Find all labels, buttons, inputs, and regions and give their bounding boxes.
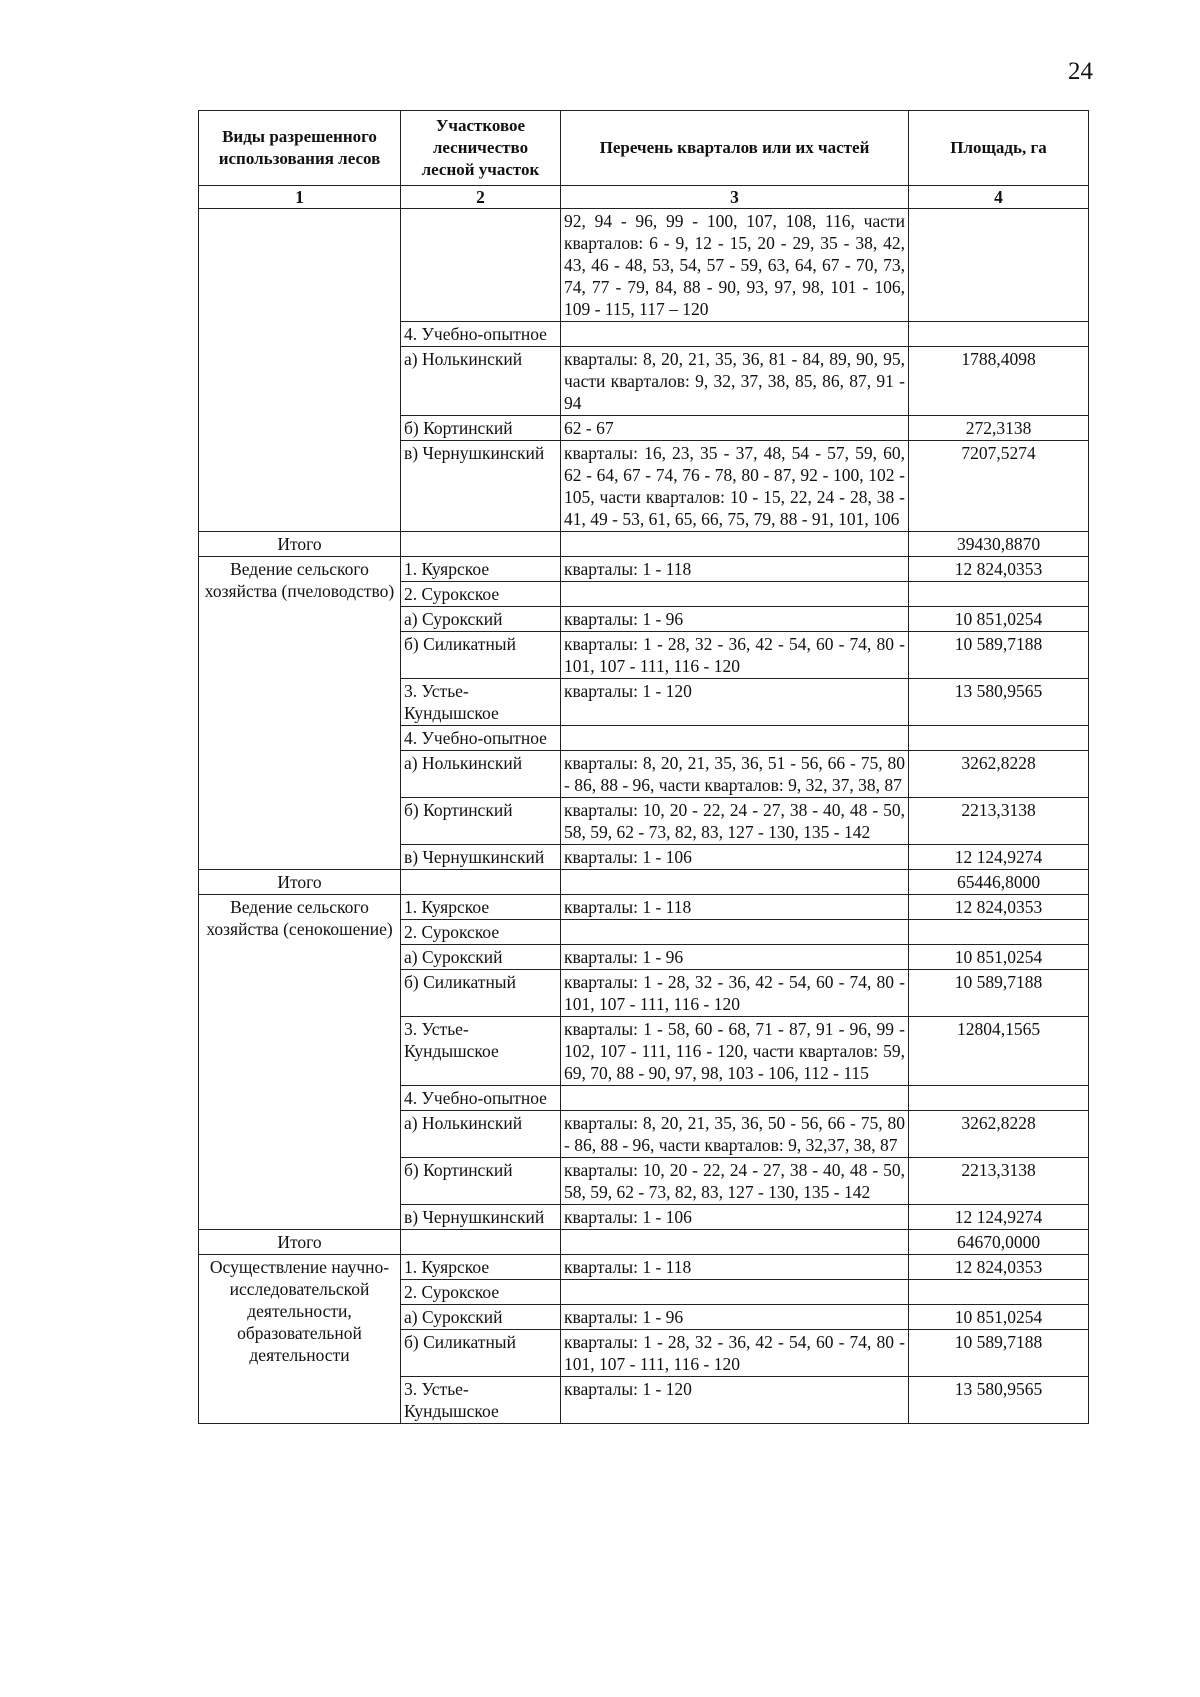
area-cell: 12804,1565: [909, 1017, 1089, 1086]
area-cell: 10 851,0254: [909, 945, 1089, 970]
area-cell: 7207,5274: [909, 441, 1089, 532]
area-cell: [909, 1280, 1089, 1305]
column-number: 4: [909, 186, 1089, 209]
area-cell: 2213,3138: [909, 798, 1089, 845]
plots-cell: кварталы: 16, 23, 35 - 37, 48, 54 - 57, 59, 60, 62 - 64, 67 - 74, 76 - 78, 80 - 87, 92 - 100, 102 - 105, части кварталов: 10 - 15, 22, 24 - 28, 38 - 41, 49 - 53, 61, 65, 66, 75, 79, 88 - 91, 101, 106: [561, 441, 909, 532]
plots-cell: 62 - 67: [561, 416, 909, 441]
plots-cell: кварталы: 1 - 58, 60 - 68, 71 - 87, 91 - 96, 99 - 102, 107 - 111, 116 - 120, части кварталов: 59, 69, 70, 88 - 90, 97, 98, 103 - 106, 112 - 115: [561, 1017, 909, 1086]
plots-cell: кварталы: 1 - 28, 32 - 36, 42 - 54, 60 - 74, 80 - 101, 107 - 111, 116 - 120: [561, 1330, 909, 1377]
plots-cell: 92, 94 - 96, 99 - 100, 107, 108, 116, части кварталов: 6 - 9, 12 - 15, 20 - 29, 35 - 38, 42, 43, 46 - 48, 53, 54, 57 - 59, 63, 64, 67 - 70, 73, 74, 77 - 79, 84, 88 - 90, 93, 97, 98, 101 - 106, 109 - 115, 117 – 120: [561, 209, 909, 322]
forestry-cell: б) Силикатный: [401, 970, 561, 1017]
area-cell: 10 589,7188: [909, 632, 1089, 679]
area-cell: 12 124,9274: [909, 845, 1089, 870]
plots-cell: кварталы: 8, 20, 21, 35, 36, 50 - 56, 66 - 75, 80 - 86, 88 - 96, части кварталов: 9, 32,37, 38, 87: [561, 1111, 909, 1158]
forestry-cell: 2. Сурокское: [401, 1280, 561, 1305]
forestry-cell: [401, 532, 561, 557]
area-cell: [909, 582, 1089, 607]
plots-cell: [561, 1086, 909, 1111]
area-cell: 3262,8228: [909, 1111, 1089, 1158]
use-type-cell: [199, 209, 401, 532]
table-body: [199, 209, 1089, 1424]
total-row: [199, 532, 1089, 557]
plots-cell: кварталы: 1 - 96: [561, 1305, 909, 1330]
plots-cell: кварталы: 1 - 106: [561, 845, 909, 870]
column-number: 1: [199, 186, 401, 209]
table-row: [199, 895, 1089, 920]
forestry-cell: а) Нолькинский: [401, 751, 561, 798]
plots-cell: кварталы: 1 - 96: [561, 607, 909, 632]
forestry-cell: б) Кортинский: [401, 416, 561, 441]
plots-cell: кварталы: 8, 20, 21, 35, 36, 51 - 56, 66 - 75, 80 - 86, 88 - 96, части кварталов: 9, 32, 37, 38, 87: [561, 751, 909, 798]
forestry-cell: а) Нолькинский: [401, 1111, 561, 1158]
forest-use-table: [198, 110, 1089, 1424]
total-area: 65446,8000: [909, 870, 1089, 895]
total-area: 39430,8870: [909, 532, 1089, 557]
total-label: Итого: [199, 870, 401, 895]
use-type-cell: Осуществление научно-исследовательской деятельности, образовательной деятельности: [199, 1255, 401, 1424]
forestry-cell: 4. Учебно-опытное: [401, 726, 561, 751]
use-type-cell: Ведение сельского хозяйства (сенокошение): [199, 895, 401, 1230]
area-cell: 12 824,0353: [909, 557, 1089, 582]
area-cell: 10 851,0254: [909, 1305, 1089, 1330]
forestry-cell: 2. Сурокское: [401, 582, 561, 607]
forestry-cell: 1. Куярское: [401, 895, 561, 920]
area-cell: 10 589,7188: [909, 1330, 1089, 1377]
area-cell: [909, 322, 1089, 347]
plots-cell: кварталы: 10, 20 - 22, 24 - 27, 38 - 40, 48 - 50, 58, 59, 62 - 73, 82, 83, 127 - 130, 135 - 142: [561, 1158, 909, 1205]
page-number: 24: [1068, 58, 1093, 85]
forestry-cell: б) Силикатный: [401, 632, 561, 679]
plots-cell: [561, 726, 909, 751]
header-row: [199, 111, 1089, 186]
plots-cell: [561, 532, 909, 557]
header-use-type: Виды разрешенного использования лесов: [199, 111, 401, 186]
total-row: [199, 1230, 1089, 1255]
column-number: 3: [561, 186, 909, 209]
plots-cell: кварталы: 10, 20 - 22, 24 - 27, 38 - 40, 48 - 50, 58, 59, 62 - 73, 82, 83, 127 - 130, 135 - 142: [561, 798, 909, 845]
forestry-cell: в) Чернушкинский: [401, 845, 561, 870]
area-cell: 12 824,0353: [909, 1255, 1089, 1280]
forestry-cell: 4. Учебно-опытное: [401, 1086, 561, 1111]
header-forestry: Участковое лесничество лесной участок: [401, 111, 561, 186]
plots-cell: кварталы: 1 - 28, 32 - 36, 42 - 54, 60 - 74, 80 - 101, 107 - 111, 116 - 120: [561, 632, 909, 679]
area-cell: 2213,3138: [909, 1158, 1089, 1205]
plots-cell: [561, 322, 909, 347]
forestry-cell: а) Сурокский: [401, 607, 561, 632]
plots-cell: кварталы: 1 - 28, 32 - 36, 42 - 54, 60 - 74, 80 - 101, 107 - 111, 116 - 120: [561, 970, 909, 1017]
area-cell: 10 851,0254: [909, 607, 1089, 632]
plots-cell: кварталы: 1 - 118: [561, 1255, 909, 1280]
area-cell: 10 589,7188: [909, 970, 1089, 1017]
forestry-cell: 1. Куярское: [401, 557, 561, 582]
plots-cell: [561, 582, 909, 607]
plots-cell: [561, 1230, 909, 1255]
plots-cell: кварталы: 1 - 120: [561, 1377, 909, 1424]
area-cell: [909, 726, 1089, 751]
area-cell: 13 580,9565: [909, 1377, 1089, 1424]
forestry-cell: [401, 870, 561, 895]
table-row: [199, 1255, 1089, 1280]
area-cell: [909, 1086, 1089, 1111]
plots-cell: [561, 870, 909, 895]
plots-cell: [561, 1280, 909, 1305]
forestry-cell: 3. Устье-Кундышское: [401, 1377, 561, 1424]
forestry-cell: 3. Устье-Кундышское: [401, 1017, 561, 1086]
forestry-cell: [401, 1230, 561, 1255]
area-cell: [909, 920, 1089, 945]
area-cell: [909, 209, 1089, 322]
forestry-cell: а) Сурокский: [401, 945, 561, 970]
plots-cell: кварталы: 1 - 106: [561, 1205, 909, 1230]
plots-cell: кварталы: 8, 20, 21, 35, 36, 81 - 84, 89, 90, 95, части кварталов: 9, 32, 37, 38, 85, 86, 87, 91 - 94: [561, 347, 909, 416]
column-number-row: [199, 186, 1089, 209]
forestry-cell: в) Чернушкинский: [401, 1205, 561, 1230]
total-area: 64670,0000: [909, 1230, 1089, 1255]
header-plots: Перечень кварталов или их частей: [561, 111, 909, 186]
total-row: [199, 870, 1089, 895]
area-cell: 272,3138: [909, 416, 1089, 441]
forestry-cell: 3. Устье-Кундышское: [401, 679, 561, 726]
forestry-cell: 4. Учебно-опытное: [401, 322, 561, 347]
area-cell: 13 580,9565: [909, 679, 1089, 726]
plots-cell: кварталы: 1 - 118: [561, 895, 909, 920]
area-cell: 1788,4098: [909, 347, 1089, 416]
forestry-cell: б) Кортинский: [401, 798, 561, 845]
column-number: 2: [401, 186, 561, 209]
table-row: [199, 557, 1089, 582]
plots-cell: кварталы: 1 - 96: [561, 945, 909, 970]
forestry-cell: в) Чернушкинский: [401, 441, 561, 532]
use-type-cell: Ведение сельского хозяйства (пчеловодство): [199, 557, 401, 870]
forestry-cell: [401, 209, 561, 322]
area-cell: 12 124,9274: [909, 1205, 1089, 1230]
forestry-cell: б) Силикатный: [401, 1330, 561, 1377]
plots-cell: кварталы: 1 - 118: [561, 557, 909, 582]
header-area: Площадь, га: [909, 111, 1089, 186]
total-label: Итого: [199, 1230, 401, 1255]
total-label: Итого: [199, 532, 401, 557]
plots-cell: кварталы: 1 - 120: [561, 679, 909, 726]
forestry-cell: а) Нолькинский: [401, 347, 561, 416]
forestry-cell: б) Кортинский: [401, 1158, 561, 1205]
forestry-cell: 1. Куярское: [401, 1255, 561, 1280]
forestry-cell: 2. Сурокское: [401, 920, 561, 945]
area-cell: 3262,8228: [909, 751, 1089, 798]
table-row: [199, 209, 1089, 322]
plots-cell: [561, 920, 909, 945]
forestry-cell: а) Сурокский: [401, 1305, 561, 1330]
area-cell: 12 824,0353: [909, 895, 1089, 920]
